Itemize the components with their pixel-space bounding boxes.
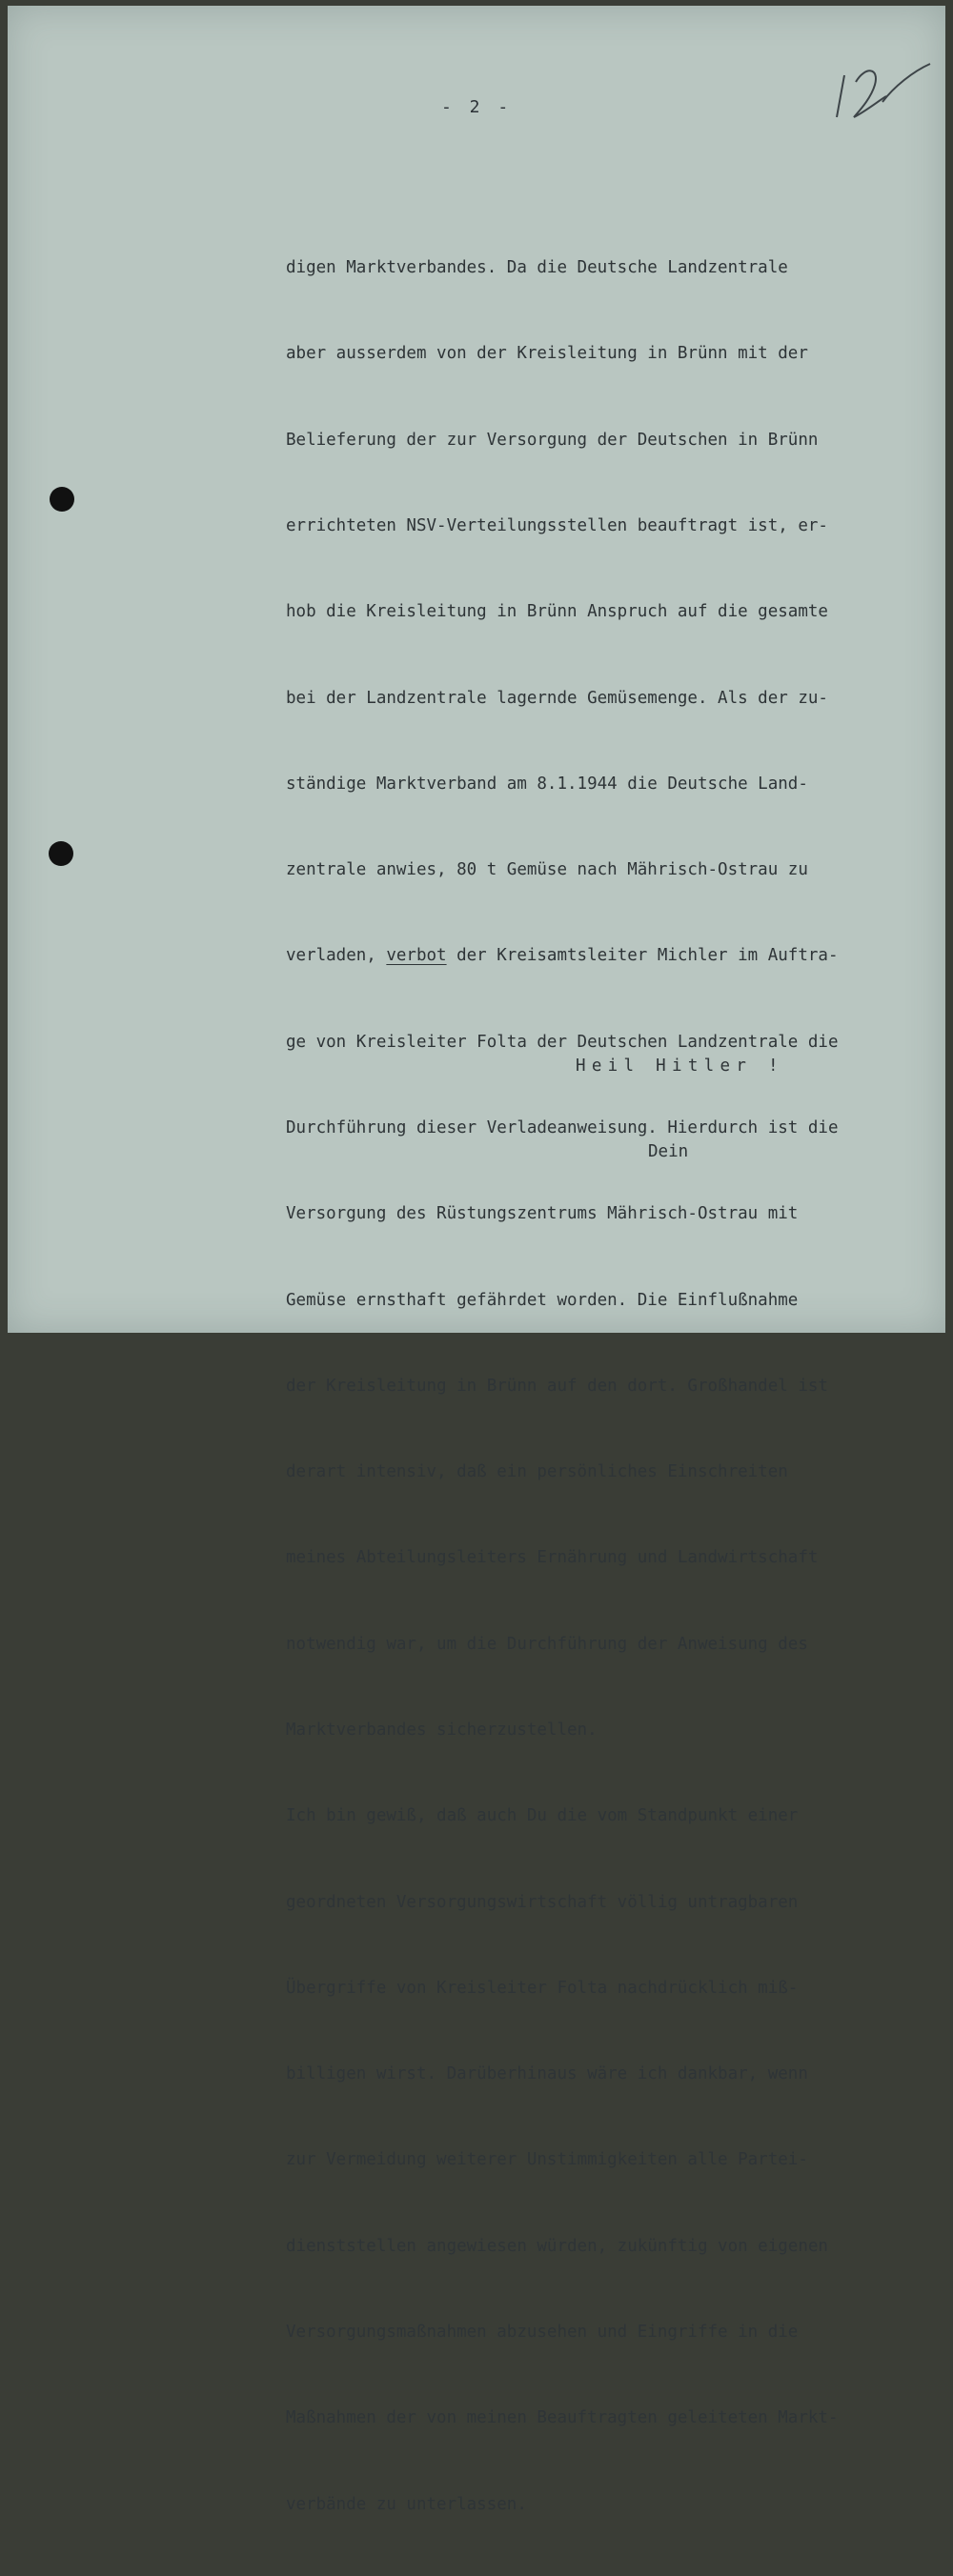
body-line: Gemüse ernsthaft gefährdet worden. Die Einflußnahme: [286, 1290, 799, 1310]
underlined-word: verbot: [386, 946, 447, 966]
letter-closing: [576, 995, 784, 1223]
body-line: aber ausserdem von der Kreisleitung in Brünn mit der: [286, 344, 808, 364]
body-line: Maßnahmen der von meinen Beauftragten geleiteten Markt-: [286, 2408, 839, 2428]
closing-signature: Dein: [648, 1142, 689, 1161]
body-line: Ich bin gewiß, daß auch Du die vom Standpunkt einer: [286, 1806, 799, 1826]
punch-hole-upper: [50, 487, 74, 512]
body-line: ständige Marktverband am 8.1.1944 die Deutsche Land-: [286, 774, 808, 794]
body-line: Übergriffe von Kreisleiter Folta nachdrücklich miß-: [286, 1978, 799, 1998]
body-line: billigen wirst. Darüberhinaus wäre ich dankbar, wenn: [286, 2064, 808, 2084]
body-line: Versorgung des Rüstungszentrums Mährisch-Ostrau mit: [286, 1204, 799, 1224]
page-number: - 2 -: [441, 97, 513, 117]
body-line: zentrale anwies, 80 t Gemüse nach Mährisch-Ostrau zu: [286, 860, 808, 880]
body-line: der Kreisleitung in Brünn auf den dort. Großhandel ist: [286, 1376, 828, 1396]
document-page: [8, 6, 945, 2514]
body-line: digen Marktverbandes. Da die Deutsche Landzentrale: [286, 258, 788, 278]
letter-body: [286, 196, 943, 2576]
body-line: Belieferung der zur Versorgung der Deutschen in Brünn: [286, 430, 819, 450]
body-line: meines Abteilungsleiters Ernährung und Landwirtschaft: [286, 1548, 819, 1568]
body-line: zur Vermeidung weiterer Unstimmigkeiten alle Partei-: [286, 2150, 808, 2170]
body-line: dienststellen angewiesen würden, zukünftig von eigenen: [286, 2236, 828, 2256]
body-text-segment: verladen,: [286, 946, 387, 966]
body-line: bei der Landzentrale lagernde Gemüsemenge. Als der zu-: [286, 688, 828, 708]
body-line: derart intensiv, daß ein persönliches Einschreiten: [286, 1462, 788, 1482]
body-line: Versorgungsmaßnahmen abzusehen und Eingriffe in die: [286, 2322, 799, 2342]
body-text-segment: der Kreisamtsleiter Michler im Auftra-: [446, 946, 839, 966]
body-line: notwendig war, um die Durchführung der Anweisung des: [286, 1634, 808, 1654]
body-line: hob die Kreisleitung in Brünn Anspruch auf die gesamte: [286, 602, 828, 622]
handwritten-folio-number: [827, 58, 942, 134]
body-line: verbände zu unterlassen.: [286, 2494, 527, 2514]
body-line-with-underline: [286, 941, 943, 970]
body-line: ge von Kreisleiter Folta der Deutschen Landzentrale die: [286, 1032, 839, 1052]
body-line: Durchführung dieser Verladeanweisung. Hierdurch ist die: [286, 1118, 839, 1137]
body-line: Marktverbandes sicherzustellen.: [286, 1720, 598, 1740]
punch-hole-lower: [49, 841, 73, 866]
body-line: errichteten NSV-Verteilungsstellen beauftragt ist, er-: [286, 516, 828, 536]
closing-greeting: Heil Hitler !: [576, 1057, 784, 1076]
body-line: geordneten Versorgungswirtschaft völlig untragbaren: [286, 1892, 799, 1912]
